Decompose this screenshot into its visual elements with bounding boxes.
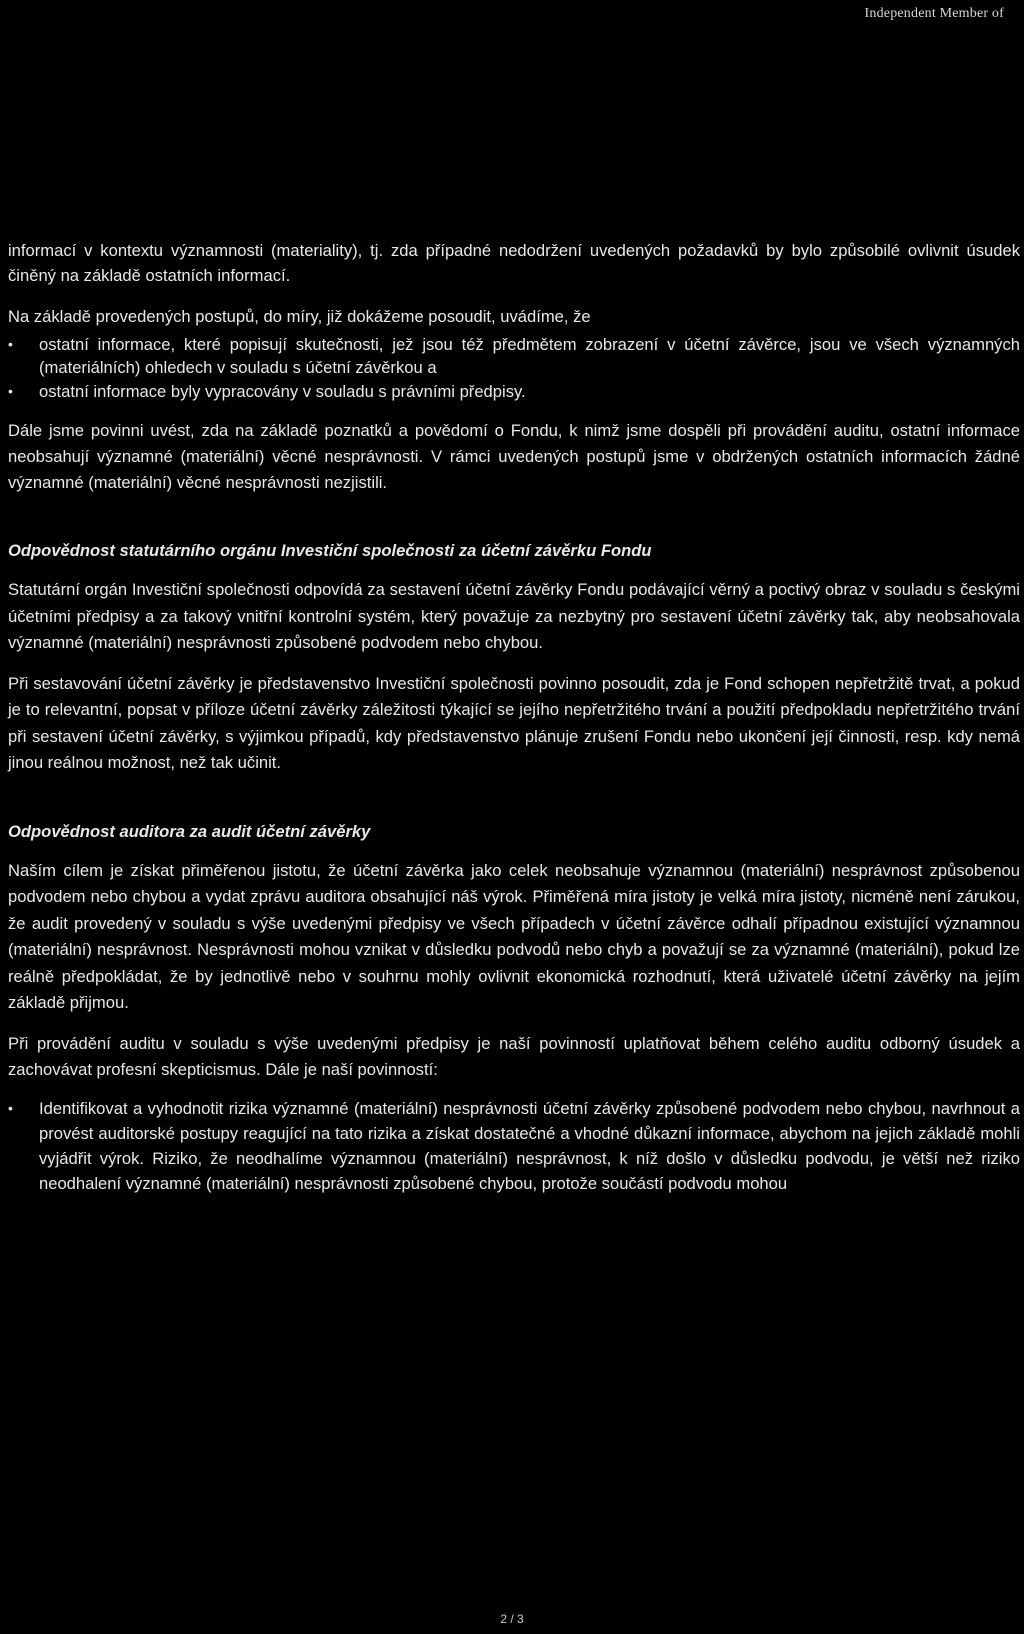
- page-number: 2 / 3: [500, 1612, 524, 1626]
- paragraph-statutory-1: Statutární orgán Investiční společnosti odpovídá za sestavení účetní závěrky Fondu podávající věrný a poctivý obraz v souladu s českými účetními předpisy a za takový vnitřní kontrolní systém, který považuje za nezbytný pro sestavení účetní závěrky tak, aby neobsahovala významné (materiální) nesprávnosti způsobené podvodem nebo chybou.: [8, 580, 1020, 652]
- bullet-list-auditor-duties: [8, 1096, 1020, 1196]
- document-body: [8, 238, 1020, 1197]
- bullet-list-other-info: [8, 333, 1020, 403]
- list-item-text: Identifikovat a vyhodnotit rizika významné (materiální) nesprávnosti účetní závěrky způsobené podvodem nebo chybou, navrhnout a provést auditorské postupy reagující na tato rizika a získat dostatečné a vhodné důkazní informace, abychom na jejich základě mohli vyjádřit výrok. Riziko, že neodhalíme významnou (materiální) nesprávnost, k níž došlo v důsledku podvodu, je větší než riziko neodhalení významné (materiální) nesprávnosti způsobené chybou, protože součástí podvodu mohou: [39, 1098, 1020, 1193]
- list-item-text: ostatní informace, které popisují skutečnosti, jež jsou též předmětem zobrazení v účetní závěrce, jsou ve všech významných (materiálních) ohledech v souladu s účetní závěrkou a: [39, 335, 1020, 377]
- header-note: Independent Member of: [864, 6, 1004, 21]
- paragraph-based-on: Na základě provedených postupů, do míry, již dokážeme posoudit, uvádíme, že: [8, 307, 591, 326]
- section-heading-auditor: Odpovědnost auditora za audit účetní závěrky: [8, 821, 371, 841]
- paragraph-further: Dále jsme povinni uvést, zda na základě poznatků a povědomí o Fondu, k nimž jsme dospěli při provádění auditu, ostatní informace neobsahují významné (materiální) věcné nesprávnosti. V rámci uvedených postupů jsme v obdržených ostatních informacích žádné významné (materiální) věcné nesprávnosti nezjistili.: [8, 421, 1020, 492]
- list-item: [8, 333, 1020, 379]
- bullet-icon: •: [8, 383, 13, 399]
- paragraph-auditor-2: Při provádění auditu v souladu s výše uvedenými předpisy je naší povinností uplatňovat během celého auditu odborný úsudek a zachovávat profesní skepticismus. Dále je naší povinností:: [8, 1033, 1020, 1079]
- section-heading-statutory: Odpovědnost statutárního orgánu Investiční společnosti za účetní závěrku Fondu: [8, 541, 652, 560]
- bullet-icon: •: [8, 336, 13, 352]
- paragraph-continued: informací v kontextu významnosti (materiality), tj. zda případné nedodržení uvedených požadavků by bylo způsobilé ovlivnit úsudek činěný na základě ostatních informací.: [8, 241, 1020, 285]
- paragraph-statutory-2: Při sestavování účetní závěrky je představenstvo Investiční společnosti povinno posoudit, zda je Fond schopen nepřetržitě trvat, a pokud je to relevantní, popsat v příloze účetní závěrky záležitosti týkající se jejího nepřetržitého trvání a použití předpokladu nepřetržitého trvání při sestavení účetní závěrky, s výjimkou případů, kdy představenstvo plánuje zrušení Fondu nebo ukončení její činnosti, resp. kdy nemá jinou reálnou možnost, než tak učinit.: [8, 673, 1020, 772]
- paragraph-auditor-1: Naším cílem je získat přiměřenou jistotu, že účetní závěrka jako celek neobsahuje významnou (materiální) nesprávnost způsobenou podvodem nebo chybou a vydat zprávu auditora obsahující náš výrok. Přiměřená míra jistoty je velká míra jistoty, nicméně není zárukou, že audit provedený v souladu s výše uvedenými předpisy ve všech případech v účetní závěrce odhalí případnou existující významnou (materiální) nesprávnost. Nesprávnosti mohou vznikat v důsledku podvodů nebo chyb a považují se za významné (materiální), pokud lze reálně předpokládat, že by jednotlivě nebo v souhrnu mohly ovlivnit ekonomická rozhodnutí, která uživatelé účetní závěrky na jejím základě přijmou.: [8, 860, 1020, 1012]
- list-item: [8, 1096, 1020, 1196]
- list-item: [8, 380, 1020, 403]
- list-item-text: ostatní informace byly vypracovány v souladu s právními předpisy.: [39, 382, 526, 401]
- bullet-icon: •: [8, 1099, 13, 1116]
